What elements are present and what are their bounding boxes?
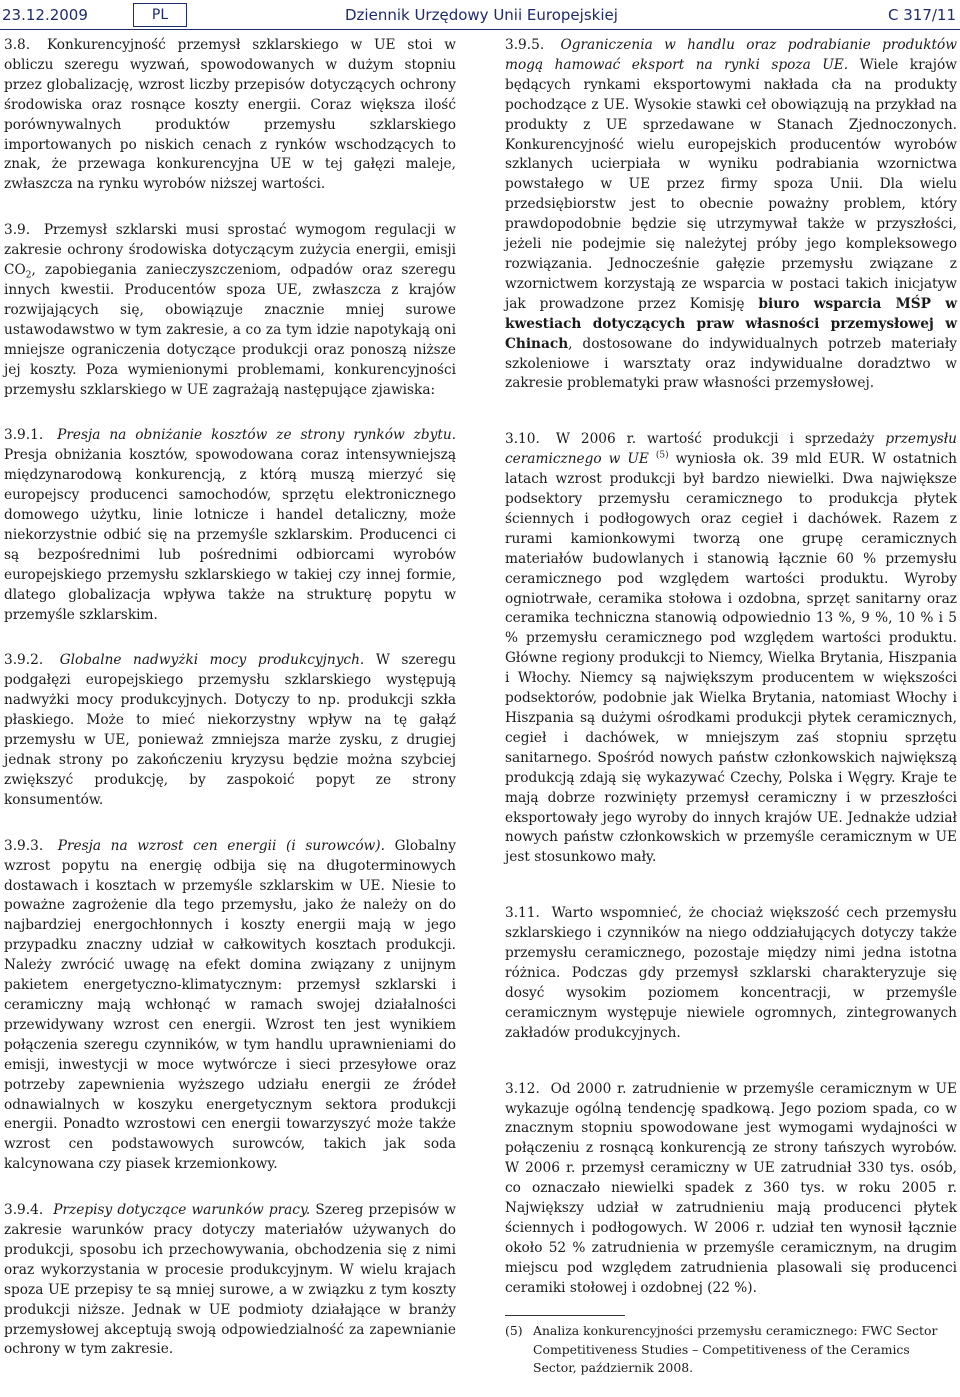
paragraph-3-10 <box>505 430 957 868</box>
paragraph-number: 3.9. <box>4 222 31 239</box>
journal-title: Dziennik Urzędowy Unii Europejskiej <box>345 6 618 24</box>
footnote-mark: (5) <box>505 1323 523 1338</box>
paragraph-3-9-5 <box>505 36 957 394</box>
bold-phrase: biuro wsparcia MŚP w kwestiach dotyczących praw własności przemysłowej w Chinach <box>505 295 958 352</box>
paragraph-3-9-1 <box>4 426 456 625</box>
paragraph-text: W 2006 r. wartość produkcji i sprzedaży <box>555 431 875 448</box>
page-header <box>0 2 960 28</box>
paragraph-text: Warto wspomnieć, że chociaż większość cech przemysłu szklarskiego i czynników na niego oddziałujących dotyczy także przemysłu ceramicznego, pozostaje między nimi jedna istotna różnica. Podczas gdy przemysł szklarski charakteryzuje się dosyć wysokim poziomem koncentracji, w przemyśle ceramicznym występuje niewiele ogromnych, zintegrowanych zakładów produkcyjnych. <box>505 905 957 1041</box>
footnote-reference[interactable]: (5) <box>655 450 669 461</box>
paragraph-number: 3.9.2. <box>4 652 44 669</box>
paragraph-title: Ograniczenia w handlu oraz podrabianie produktów mogą hamować eksport na rynki spoza UE. <box>505 37 957 73</box>
footnote-text: Analiza konkurencyjności przemysłu ceramicznego: FWC Sector Competitiveness Studies – Competitiveness of the Ceramics Sector, październik 2008. <box>533 1323 938 1375</box>
left-column <box>4 36 456 1360</box>
paragraph-3-9-3 <box>4 837 456 1175</box>
paragraph-number: 3.11. <box>505 905 540 922</box>
paragraph-text: Szereg przepisów w zakresie warunków pracy dotyczy materiałów używanych do produkcji, sposobu ich przechowywania, obchodzenia się z nimi oraz wykorzystania w procesie produkcyjnym. W wielu krajach spoza UE przepisy te są mniej surowe, a w związku z tym koszty produkcji niższe. Jednak w UE podmioty działające w branży przemysłowej akceptują swoją odpowiedzialność za zapewnianie ochrony w tym zakresie. <box>4 1202 457 1358</box>
paragraph-3-8 <box>4 36 456 195</box>
paragraph-number: 3.9.1. <box>4 427 44 444</box>
paragraph-text: Globalny wzrost popytu na energię odbija się na długoterminowych dostawach i kosztach w przemyśle szklarskim w UE. Niesie to poważne zagrożenie dla tego przemysłu, jako że należy on do najbardziej energochłonnych i koszty energii mają w jego przypadku znaczny udział w całkowitych kosztach produkcji. Należy zwrócić uwagę na efekt domina związany z unijnym pakietem energetyczno-klimatycznym: przemysł szklarski i ceramiczny mają wchłonąć w ramach swojej działalności przewidywany wzrost cen energii. Wzrost ten jest wynikiem połączenia szeregu czynników, w tym handlu uprawnieniami do emisji, inwestycji w moce wytwórcze i sieci przesyłowe oraz potrzeby zapewnienia wyższego udziału energii ze źródeł odnawialnych w koszyku energetycznym sektora produkcji energii. Ponadto wzrostowi cen energii towarzyszyć może także wzrost cen podstawowych surowców, takich jak soda kalcynowana czy piasek krzemionkowy. <box>4 837 456 1173</box>
paragraph-number: 3.9.5. <box>505 37 545 53</box>
paragraph-3-12 <box>505 1080 957 1299</box>
subscript: 2 <box>25 270 32 281</box>
paragraph-text: Przemysł szklarski musi sprostać wymogom regulacji w zakresie ochrony środowiska dotyczącym zużycia energii, emisji CO <box>4 222 456 279</box>
right-column <box>505 36 957 1299</box>
paragraph-text-cont: , zapobiegania zanieczyszczeniom, odpadów oraz szeregu innych kwestii. Producentów spoza UE, zwłaszcza z krajów rozwijających się, obowiązuje znacznie mniej surowe ustawodawstwo w tym zakresie, a co za tym idzie napotykają oni mniejsze ograniczenia dotyczące produkcji oraz ponoszą niższe jej koszty. Poza wymienionymi problemami, konkurencyjności przemysłu szklarskiego w UE zagrażają następujące zjawiska: <box>4 262 456 398</box>
paragraph-number: 3.9.3. <box>4 837 44 854</box>
paragraph-title: Presja na obniżanie kosztów ze strony rynków zbytu. <box>57 427 456 444</box>
paragraph-3-9 <box>4 221 456 400</box>
paragraph-3-9-4 <box>4 1201 456 1360</box>
journal-reference: C 317/11 <box>887 6 956 24</box>
paragraph-number: 3.10. <box>505 431 540 448</box>
paragraph-text: Konkurencyjność przemysł szklarskiego w UE stoi w obliczu szeregu wyzwań, spowodowanych w dużym stopniu przez globalizację, wzrost liczby przepisów dotyczących ochrony środowiska oraz rosnące koszty energii. Coraz większa ilość porównywalnych produktów przemysłu szklarskiego importowanych po niskich cenach z rynków wschodzących to znak, że przewaga konkurencyjna UE w tej gałęzi maleje, zwłaszcza na rynku wyrobów niższej wartości. <box>4 37 457 193</box>
footnote-rule <box>505 1315 625 1316</box>
header-rule <box>0 29 960 30</box>
paragraph-title: Globalne nadwyżki mocy produkcyjnych. <box>59 652 365 669</box>
paragraph-text: Od 2000 r. zatrudnienie w przemyśle ceramicznym w UE wykazuje ogólną tendencję spadkową. Jego poziom spada, co w znacznym stopniu spowodowane jest wymogami wydajności w połączeniu z rosnącą konkurencją ze strony tańszych wyrobów. W 2006 r. przemysł ceramiczny w UE zatrudniał 330 tys. osób, co oznaczało niewielki spadek z 360 tys. w roku 2005 r. Największy udział w zatrudnieniu mają producenci płytek ściennych i podłogowych. W 2006 r. udział ten wynosił łącznie około 52 % zatrudnienia w przemyśle ceramicznym, na drugim miejscu pod względem zatrudnienia plasowali się producenci ceramiki stołowej i ozdobnej (22 %). <box>505 1080 957 1296</box>
paragraph-text: Presja obniżania kosztów, spowodowana coraz intensywniejszą międzynarodową konkurencją, z którą muszą mierzyć się europejscy producenci samochodów, sprzętu elektronicznego domowego użytku, linie lotnicze i handel detaliczny, może niekorzystnie odbić się na przemyśle szklarskim. Producenci ci są bezpośrednimi lub pośrednimi odbiorcami wyrobów europejskiego przemysłu szklarskiego w takiej czy innej formie, dlatego globalizacja wpływa także na strukturę popytu w przemyśle szklarskim. <box>4 447 456 623</box>
paragraph-3-11 <box>505 904 957 1043</box>
paragraph-number: 3.9.4. <box>4 1202 44 1219</box>
paragraph-text-cont: wyniosła ok. 39 mld EUR. W ostatnich latach wzrost produkcji był bardzo niewielki. Dwa największe podsektory przemysłu ceramicznego to produkcja płytek ściennych i podłogowych oraz cegieł i dachówek. Razem z rurami kamionkowymi tworzą one grupę ceramicznych materiałów budowlanych i stanowią łącznie 60 % przemysłu ceramicznego pod względem wartości produktu. Wyroby ogniotrwałe, ceramika stołowa i ozdobna, sprzęt sanitarny oraz ceramika techniczna stanowią odpowiednio 13 %, 9 %, 10 % i 5 % przemysłu ceramicznego pod względem wartości produktu. Główne regiony produkcji to Niemcy, Wielka Brytania, Hiszpania i Włochy. Niemcy są największym producentem w większości podsektorów, podobnie jak Wielka Brytania, natomiast Włochy i Hiszpania są dużymi ośrodkami produkcji płytek ceramicznych, cegieł i dachówek, w mniejszym zaś stopniu sprzętu sanitarnego. Spośród nowych państw członkowskich największą produkcją zdają się wykazywać Czechy, Polska i Węgry. Kraje te mają dobrze rozwinięty przemysł ceramiczny i w przeszłości eksportowały jego wyroby do innych krajów UE. Jednakże udział nowych państw członkowskich w przemyśle ceramicznym w UE jest stosunkowo mały. <box>505 451 957 866</box>
paragraph-title: Presja na wzrost cen energii (i surowców). <box>57 837 385 854</box>
footnote-5 <box>505 1322 955 1378</box>
paragraph-title: Przepisy dotyczące warunków pracy. <box>53 1202 311 1219</box>
paragraph-number: 3.12. <box>505 1080 540 1097</box>
paragraph-text: W szeregu podgałęzi europejskiego przemysłu szklarskiego występują nadwyżki mocy produkcyjnych. Dotyczy to np. produkcji szkła płaskiego. Może to mieć niekorzystny wpływ na tę gałąź przemysłu w UE, ponieważ zmniejsza marże zysku, z drugiej jednak strony po zakończeniu kryzysu będzie można szybciej zwiększyć produkcję, by zaspokoić popyt ze strony konsumentów. <box>4 652 456 808</box>
italic-phrase: przemysłu ceramicznego w UE <box>505 431 957 468</box>
paragraph-number: 3.8. <box>4 37 31 53</box>
paragraph-text: Wiele krajów będących rynkami eksportowymi nakłada cła na produkty pochodzące z UE. Wysokie stawki ceł obowiązują na przykład na produkty z UE sprzedawane w Stanach Zjednoczonych. Konkurencyjność wielu europejskich producentów wyrobów szklanych ucierpiała w wyniku podrabiania wzornictwa powstałego w UE przez firmy spoza Unii. Dla wielu przedsiębiorstw jest to obecnie poważny problem, który prawdopodobnie będzie się utrzymywał także w przyszłości, jeżeli nie podejmie się należytej próby jego kompleksowego rozwiązania. Jednocześnie gałęzie przemysłu związane z wzornictwem korzystają ze wsparcia w postaci takich inicjatyw jak prowadzone przez Komisję <box>505 56 957 312</box>
language-badge: PL <box>133 3 187 27</box>
publication-date: 23.12.2009 <box>2 6 88 24</box>
paragraph-text-cont: , dostosowane do indywidualnych potrzeb materiały szkoleniowe i warsztaty oraz indywidualne doradztwo w zakresie problematyki praw własności przemysłowej. <box>505 335 957 392</box>
paragraph-3-9-2 <box>4 651 456 810</box>
